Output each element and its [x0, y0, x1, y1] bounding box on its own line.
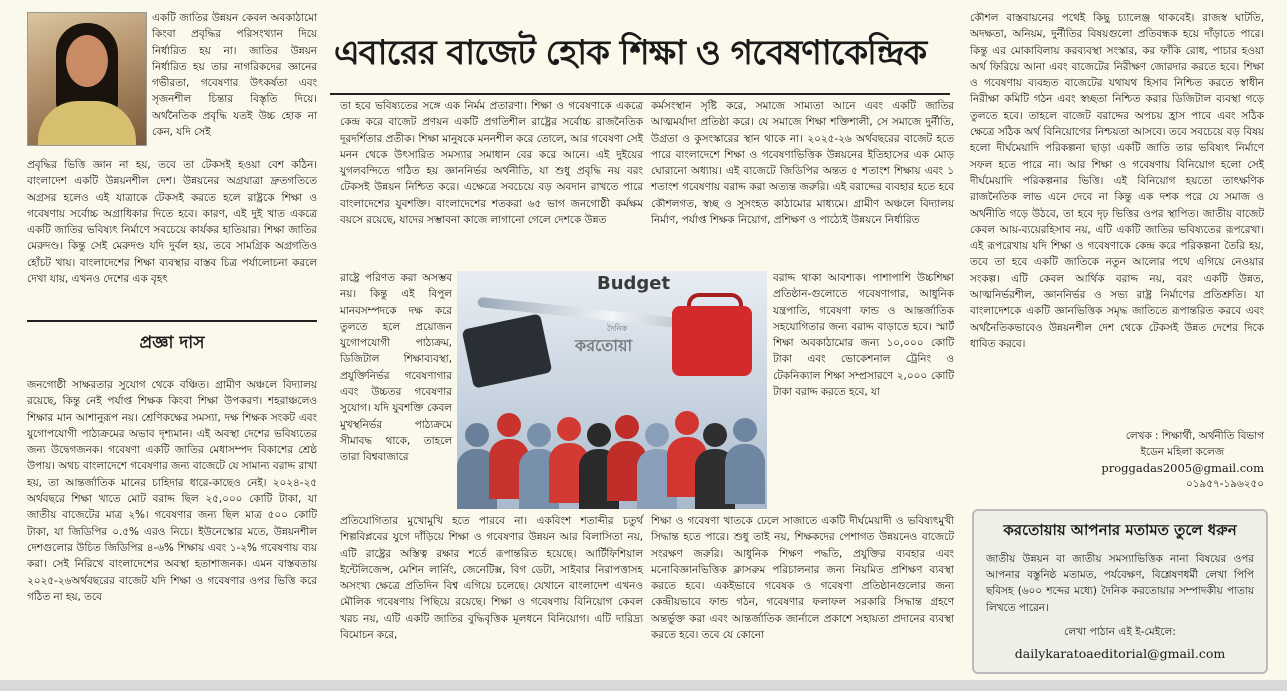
author-byline [970, 428, 1264, 492]
col1-below-photo: প্রবৃদ্ধির ভিত্তি জ্ঞান না হয়, তবে তা টেকসই হওয়া বেশ কঠিন। বাংলাদেশ একটি উন্নয়নশীল দেশ। উন্নয়নের অগ্রযাত্রা দ্রুতগতিতে অগ্রসর হলেও এই যাত্রাকে টেকসই করতে হলে রাষ্ট্রকে শিক্ষা ও গবেষণায় সর্বোচ্চ অগ্রাধিকার দিতে হবে। কারণ, এই দুই খাত একত্রে একটি জাতির ভবিষ্যৎ নির্মাণে সবচেয়ে কার্যকর হাতিয়ার। শিক্ষা জাতির মেরুদণ্ড। কিন্তু সেই মেরুদণ্ড যদি দুর্বল হয়, তবে সামগ্রিক অগ্রগতিও হোঁচট খায়। বাংলাদেশের শিক্ষা ব্যবস্থার বাস্তব চিত্র পর্যালোচনা করলে দেখা যায়, এখনও দেশের এক বৃহৎ [27, 159, 317, 286]
box-text: জাতীয় উন্নয়ন বা জাতীয় সমস্যাভিত্তিক নানা বিষয়ের ওপর আপনার বস্তুনিষ্ঠ মতামত, পর্যবেক্ষণ, বিশ্লেষণধর্মী লেখা পিপি ছবিসহ (৬০০ শব্দের মধ্যে) দৈনিক করতোয়ার সম্পাদকীয় পাতায় লিখতে পারেন। [986, 553, 1254, 614]
watermark-small: দৈনিক [607, 324, 628, 333]
budget-label: Budget [597, 273, 671, 294]
author-email[interactable]: proggadas2005@gmail.com [1101, 461, 1264, 475]
col1-beside-photo: একটি জাতির উন্নয়ন কেবল অবকাঠামো কিংবা প্রবৃদ্ধির পরিসংখ্যান দিয়ে নির্ধারিত হয় না। জাতির উন্নয়ন নির্ধারিত হয় তার নাগরিকদের জ্ঞানের গভীরতা, গবেষণার উৎকর্ষতা এবং সৃজনশীল চিন্তার বিস্তৃতি দিয়ে। অর্থনৈতিক প্রবৃদ্ধি যতই উচ্চ হোক না কেন, যদি সেই [152, 12, 317, 139]
bottom-band [0, 680, 1287, 691]
col1-after-name: জনগোষ্ঠী সাক্ষরতার সুযোগ থেকে বঞ্চিত। গ্রামীণ অঞ্চলে বিদ্যালয় রয়েছে, কিন্তু নেই পর্যাপ্ত শিক্ষক কিংবা শিক্ষা উপকরণ। শহরাঞ্চলেও শিক্ষার মান আশানুরূপ নয়। শ্রেণিকক্ষের সমস্যা, দক্ষ শিক্ষক সংকট এবং যুগোপযোগী পাঠ্যক্রমের অভাব দৃশ্যমান। এই অবস্থা দেশের ভবিষ্যতের জন্য উদ্বেগজনক। গবেষণা একটি জাতির মেধাসম্পদ বিকাশের শ্রেষ্ঠ উপায়। অথচ বাংলাদেশে গবেষণার জন্য বাজেটে যে সামান্য বরাদ্দ রাখা হয়, তা আন্তর্জাতিক মানের চাহিদার ধারে-কাছেও নেই। ২০২৪-২৫ অর্থবছরে শিক্ষা খাতে মোট বরাদ্দ ছিল ২৫,০০০ কোটি টাকা, যা জাতীয় বাজেটের মাত্র ২%। গবেষণার জন্য ছিল মাত্র ৫০০ কোটি টাকা, যা জিডিপির ০.৫% এরও নিচে। ইউনেস্কোর মতে, উন্নয়নশীল দেশগুলোর উচিত জিডিপির ৪-৬% শিক্ষায় এবং ১-২% গবেষণায় ব্যয় করা। সেই নিরিখে বাংলাদেশের অবস্থা হতাশাজনক। এমন বাস্তবতায় ২০২৫-২৬অর্থবছরের বাজেট যদি শিক্ষা ও গবেষণার ওপর ভিত্তি করে গঠিত না হয়, তবে [27, 379, 318, 603]
col2-beside-image: রাষ্ট্রে পরিণত করা অসম্ভব নয়। কিন্তু এই বিপুল মানবসম্পদকে দক্ষ করে তুলতে হলে প্রয়োজন যুগোপযোগী পাঠ্যক্রম, ডিজিটাল শিক্ষাব্যবস্থা, প্রযুক্তিনির্ভর গবেষণাগার এবং উচ্চতর গবেষণার সুযোগ। যদি যুবশক্তি কেবল মুখস্থনির্ভর পাঠ্যক্রমে সীমাবদ্ধ থাকে, তাহলে তারা বিশ্ববাজারে [340, 272, 452, 464]
calculator-icon [462, 313, 553, 388]
box-title: করতোয়ায় আপনার মতামত তুলে ধরুন [1003, 521, 1237, 539]
col3-beside-image: বরাদ্দ থাকা আবশ্যক। পাশাপাশি উচ্চশিক্ষা প্রতিষ্ঠান-গুলোতে গবেষণাগার, আধুনিক যন্ত্রপাতি, গবেষণা ফান্ড ও আন্তর্জাতিক সহযোগিতার জন্য বরাদ্দ বাড়াতে হবে। স্মার্ট শিক্ষা অবকাঠামোর জন্য ১০,০০০ কোটি টাকা এবং ভোকেশনাল ট্রেনিং ও টেকনিক্যাল শিক্ষা সম্প্রসারণে ২,০০০ কোটি টাকা বরাদ্দ করতে হবে, যা [773, 272, 954, 399]
headline-rule [330, 93, 950, 95]
author-photo [27, 12, 147, 146]
box-send-label: লেখা পাঠান এই ই-মেইলে: [1064, 626, 1176, 638]
col3-bottom: শিক্ষা ও গবেষণা খাতকে ঢেলে সাজাতে একটি দীর্ঘমেয়াদী ও ভবিষ্যৎমুখী সিদ্ধান্ত হতে পারে। শুধু তাই নয়, শিক্ষকদের পেশাগত উন্নয়নেও বাজেটে সংরক্ষণ জরুরি। আধুনিক শিক্ষণ পদ্ধতি, প্রযুক্তির ব্যবহার এবং মনোবিজ্ঞানভিত্তিক ক্লাসরুম পরিচালনার জন্য নিয়মিত প্রশিক্ষণ ব্যবস্থা করতে হবে। একইভাবে গবেষক ও গবেষণা প্রতিষ্ঠানগুলোর জন্য কেন্দ্রীয়ভাবে ফান্ড গঠন, গবেষণার ফলাফল সরকারি সিদ্ধান্ত গ্রহণে অন্তর্ভুক্ত করা এবং আন্তর্জাতিক জার্নালে প্রকাশে সহায়তা প্রদানের ব্যবস্থা করতে হবে। তবে যে কোনো [651, 515, 954, 642]
author-name: প্রজ্ঞা দাস [139, 333, 205, 353]
briefcase-icon [672, 306, 752, 376]
col3-top: কর্মসংস্থান সৃষ্টি করে, সমাজে সাম্যতা আনে এবং একটি জাতির আত্মমর্যাদা প্রতিষ্ঠা করে। যে সমাজে শিক্ষা শক্তিশালী, সে সমাজে দুর্নীতি, উগ্রতা ও কুসংস্কারের স্থান থাকে না। ২০২৫-২৬ অর্থবছরের বাজেট হতে পারে বাংলাদেশে শিক্ষা ও গবেষণাভিত্তিক উন্নয়নের ইতিহাসের এক মোড় ঘোরানো অধ্যায়। এই বাজেটে জিডিপির অন্তত ৫ শতাংশ শিক্ষায় এবং ১ শতাংশ গবেষণায় বরাদ্দ করা অত্যন্ত জরুরি। এই বরাদ্দের ব্যবহার হতে হবে কৌশলগত, স্বচ্ছ ও সুসংহত কাঠামোর মাধ্যমে। গ্রামীণ অঞ্চলে বিদ্যালয় নির্মাণ, পর্যাপ্ত শিক্ষক নিয়োগ, প্রশিক্ষণ ও পাঠ্যেই উন্নয়নে নির্ধারিত [651, 100, 954, 227]
budget-illustration [457, 271, 767, 509]
byline-college: ইডেন মহিলা কলেজ [1140, 446, 1224, 458]
submission-box [972, 509, 1268, 674]
byline-dept: লেখক : শিক্ষার্থী, অর্থনীতি বিভাগ [1125, 430, 1264, 442]
col2-bottom: প্রতিযোগিতার মুখোমুখি হতে পারবে না। একবিংশ শতাব্দীর চতুর্থ শিল্পবিপ্লবের যুগে দাঁড়িয়ে শিক্ষা ও গবেষণার উন্নয়ন আর বিলাসিতা নয়, এটি রাষ্ট্রের অস্তিত্ব রক্ষার শর্তে রূপান্তরিত হয়েছে। আর্টিফিশিয়াল ইন্টেলিজেন্স, মেশিন লার্নিং, জেনেটিক্স, বিগ ডেটা, সাইবার নিরাপত্তাসহ অসংখ্য ক্ষেত্রে প্রতিদিন বিশ্ব এগিয়ে চলেছে। যেখানে বাংলাদেশ এখনও মৌলিক গবেষণায় পিছিয়ে রয়েছে। শিক্ষা ও গবেষণায় বিনিয়োগ কেবল খরচ নয়, এটি একটি জাতির বুদ্ধিবৃত্তিক মূলধনে বিনিয়োগ। এটি দারিদ্র্য বিমোচন করে, [340, 515, 643, 642]
people-crowd-icon [457, 391, 767, 509]
divider [27, 320, 317, 322]
col4-text: কৌশল বাস্তবায়নের পথেই কিছু চ্যালেঞ্জ থাকবেই। রাজস্ব ঘাটতি, অদক্ষতা, অনিয়ম, দুর্নীতির বিষয়গুলো প্রতিবন্ধক হয়ে দাঁড়াতে পারে। কিন্তু এর মোকাবিলায় করব্যবস্থা সংস্কার, কর ফাঁকি রোধ, পাচার হওয়া অর্থ ফিরিয়ে আনা এবং বাজেটের নিরীক্ষণ জোরদার করতে হবে। শিক্ষা ও গবেষণায় ব্যবহৃত বাজেটের যথাযথ হিসাব নিশ্চিত করতে স্বাধীন নিরীক্ষা কমিটি গঠন এবং স্বচ্ছতা নিশ্চিত করার ডিজিটাল ব্যবস্থা গড়ে তুলতে হবে। তাহলে বাজেট বরাদ্দের অপচয় হ্রাস পাবে এবং সঠিক ক্ষেত্রে সঠিক অর্থ বিনিয়োগের নিশ্চয়তা আসবে। তবে সবচেয়ে বড় বিষয় হলো দীর্ঘমেয়াদি পরিকল্পনা ছাড়া একটি জাতি তার ভবিষ্যৎ নির্মাণে সফল হতে পারে না। আর শিক্ষা ও গবেষণায় বিনিয়োগ হলো সেই দীর্ঘমেয়াদি পরিকল্পনার ভিত্তি। এই বিনিয়োগ হয়তো তাৎক্ষণিক রাজনৈতিক লাভ এনে দেবে না কিন্তু এক দশক পরে যে সমাজ ও অর্থনীতি গড়ে উঠবে, তা হবে দৃঢ় ভিত্তির ওপর স্থাপিত। জাতীয় বাজেট কেবল আয়-ব্যয়েরহিসাব নয়, এটি একটি জাতির ভবিষ্যতের রূপরেখা। এই রূপরেখায় যদি শিক্ষা ও গবেষণাকে কেন্দ্র করে পরিকল্পনা তৈরি হয়, তবে তা হবে একটি জাতিকে নতুন আলোর পথে এগিয়ে নেওয়ার সংকল্প। এটি কেবল আর্থিক বরাদ্দ নয়, বরং একটি উন্নত, আত্মনির্ভরশীল, জ্ঞাননির্ভর ও সভ্য রাষ্ট্র নির্মাণের প্রতিশ্রুতি। যা বাংলাদেশকে একটি জ্ঞানভিত্তিক সমৃদ্ধ জাতিতে রূপান্তরিত করবে এবং অর্থনৈতিকভাবেও উন্নয়নশীল দেশ থেকে টেকসই উন্নত দেশের দিকে ধাবিত করবে। [970, 12, 1264, 350]
box-email[interactable]: dailykaratoaeditorial@gmail.com [1014, 646, 1226, 661]
headline: এবারের বাজেট হোক শিক্ষা ও গবেষণাকেন্দ্রিক [333, 33, 927, 73]
col2-top: তা হবে ভবিষ্যতের সঙ্গে এক নির্মম প্রতারণা। শিক্ষা ও গবেষণাকে একত্রে কেন্দ্র করে বাজেট প্রণয়ন একটি প্রগতিশীল রাষ্ট্রের সর্বোচ্চ রাজনৈতিক দূরদর্শিতার প্রতীক। শিক্ষা মানুষকে মননশীল করে তোলে, আর গবেষণা সেই মনন থেকে উৎসারিত সমস্যার সমাধান বের করে আনে। এই দুইয়ের যুগলবন্দিতে গঠিত হয় জ্ঞাননির্ভর অর্থনীতি, যা শুধু প্রবৃদ্ধি নয় বরং টেকসই উন্নয়ন নিশ্চিত করে। এক্ষেত্রে সবচেয়ে বড় অবদান রাখতে পারে বাংলাদেশের যুবশক্তি। বাংলাদেশের শতকরা ৬৫ ভাগ জনগোষ্ঠী কর্মক্ষম বয়সে রয়েছে, যাদের সম্ভাবনা কাজে লাগানো গেলে দেশকে উন্নত [340, 100, 643, 227]
newspaper-watermark: করতোয়া [575, 336, 633, 355]
author-phone: ০১৯৫৭-১৯৬২৫০ [1186, 478, 1264, 490]
